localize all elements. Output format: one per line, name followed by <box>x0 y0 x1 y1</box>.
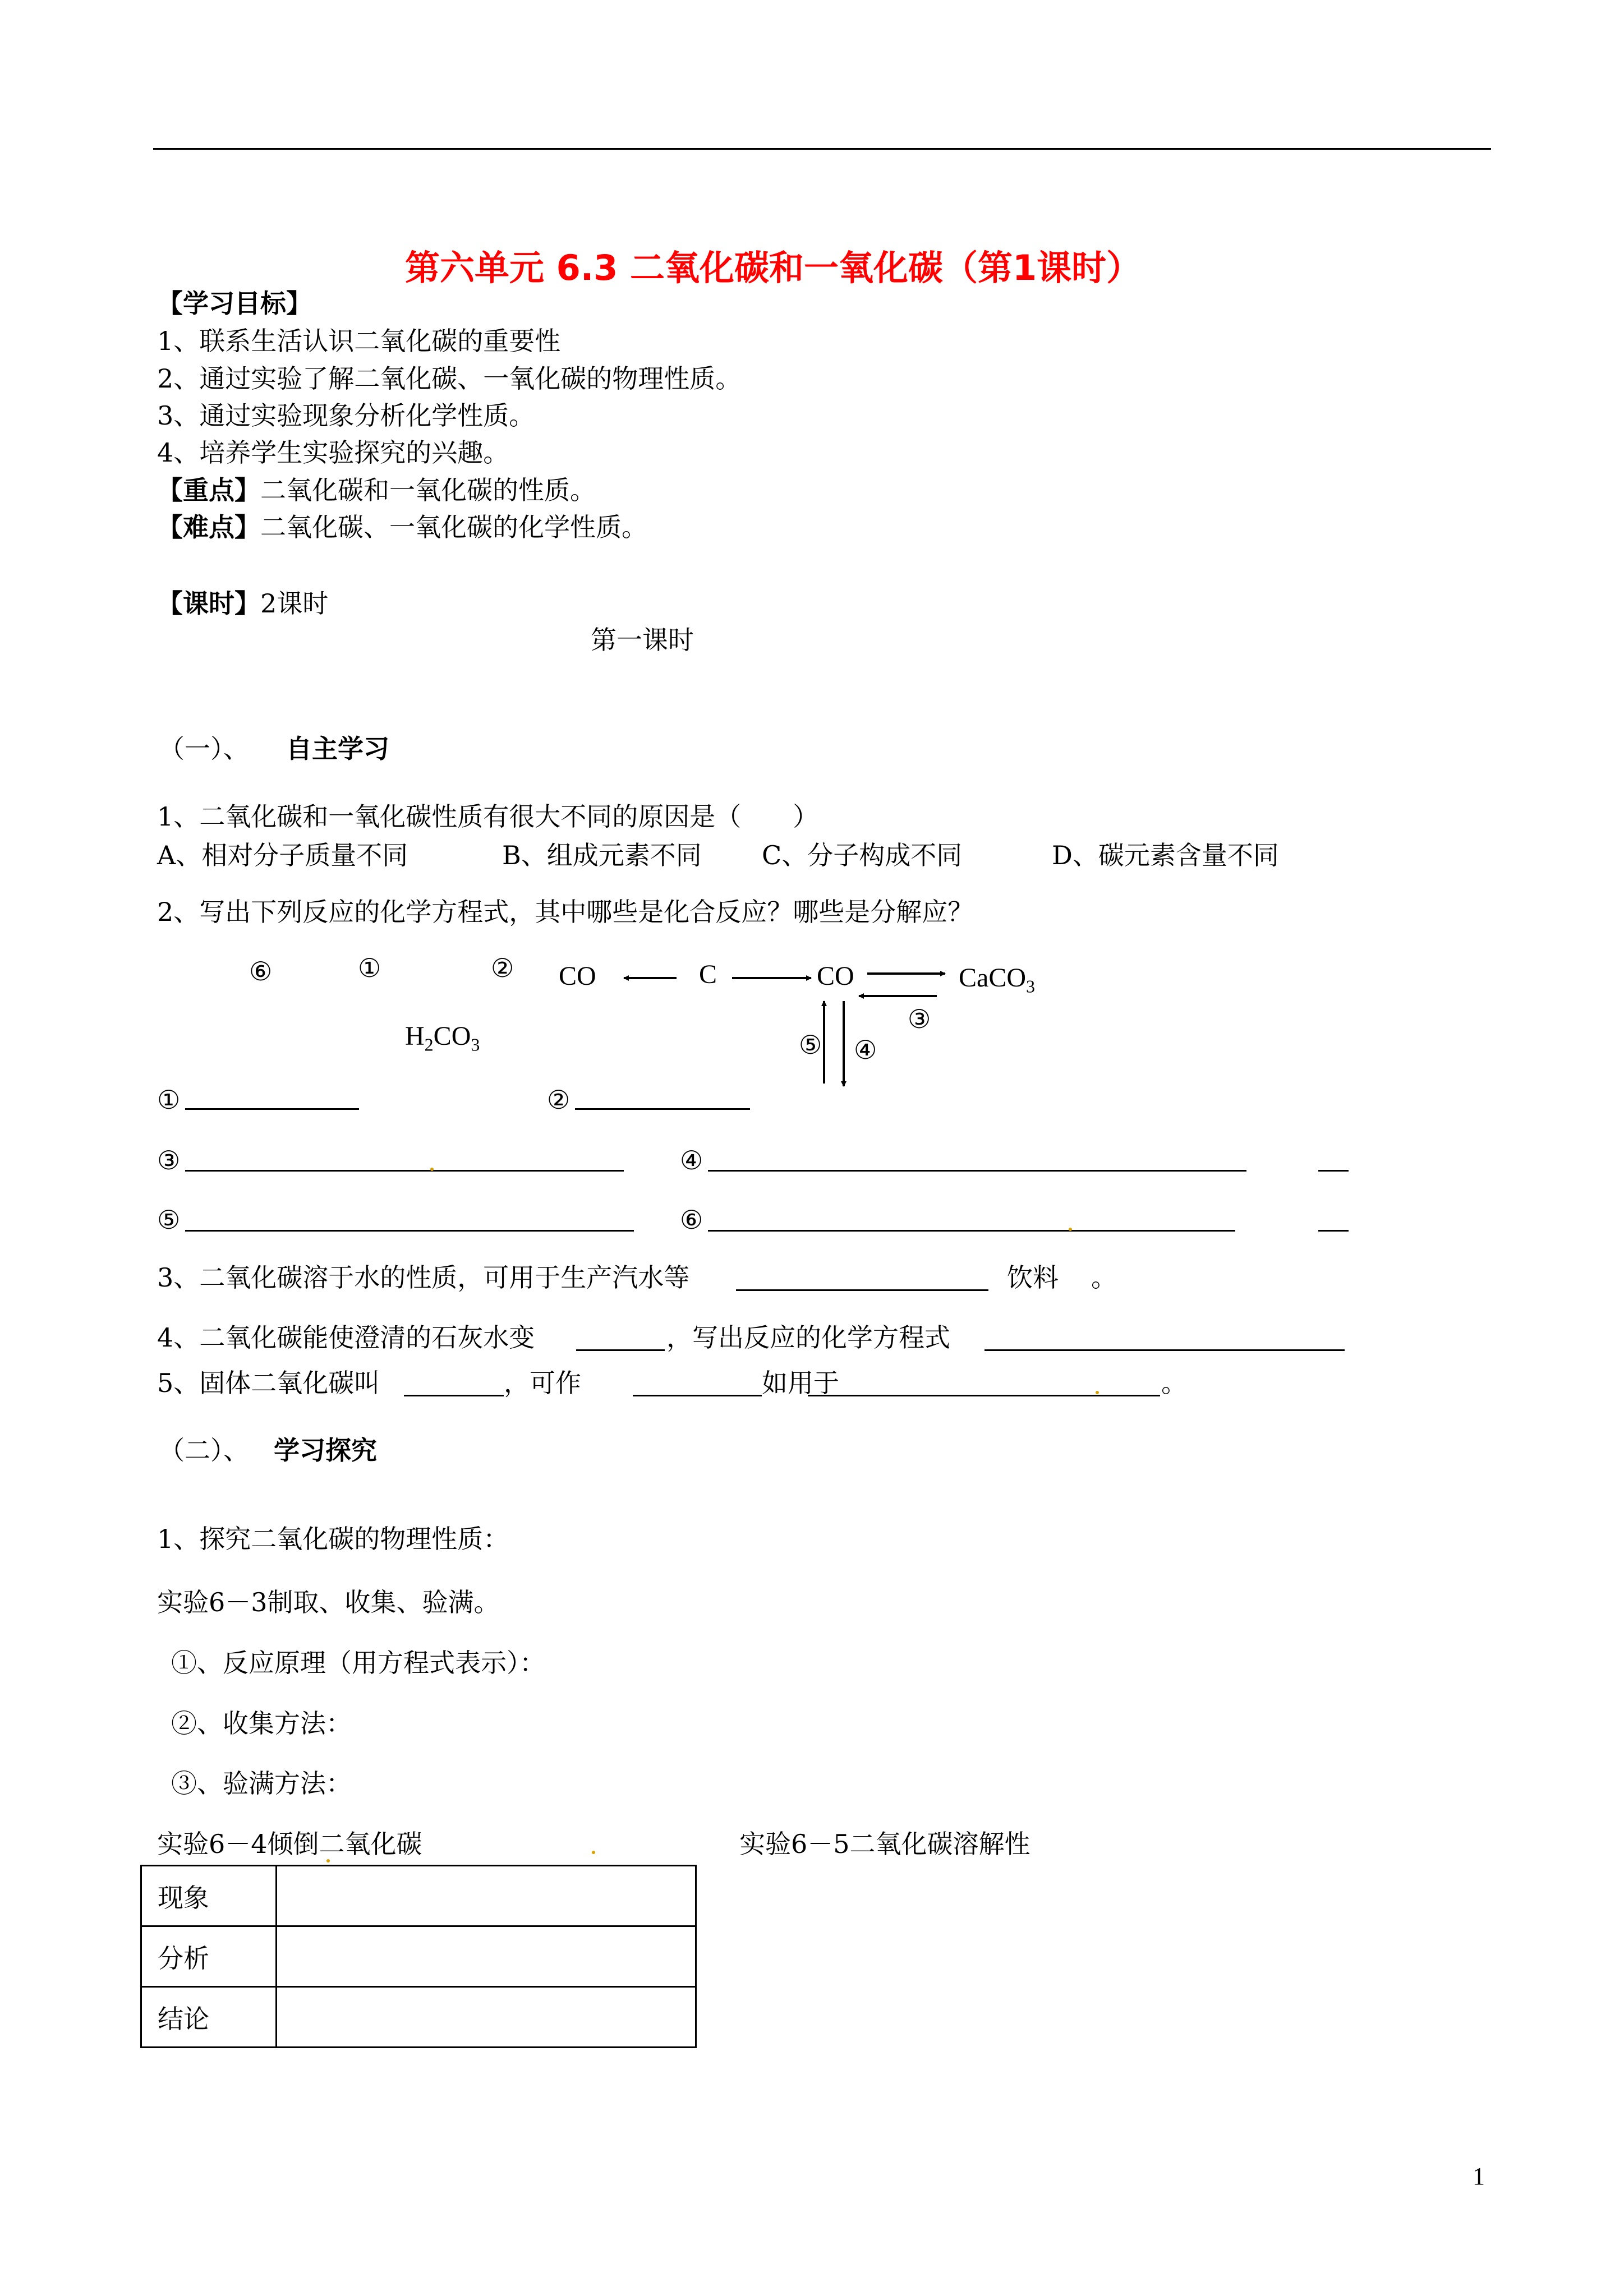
answer-label-5: ⑤ <box>157 1205 181 1235</box>
answer-label-2: ② <box>547 1085 571 1115</box>
q5-blank-3[interactable] <box>808 1395 1160 1396</box>
q1-option-d: D、碳元素含量不同 <box>1052 840 1279 870</box>
hours-text: 2课时 <box>260 588 329 619</box>
section2-heading: 学习探究 <box>274 1435 377 1465</box>
difficulty-text: 二氧化碳、一氧化碳的化学性质。 <box>260 512 647 542</box>
answer-blank-3[interactable] <box>185 1170 624 1172</box>
speck <box>592 1851 595 1854</box>
table-row <box>141 1926 696 1987</box>
question-2: 2、写出下列反应的化学方程式，其中哪些是化合反应？哪些是分解应？ <box>157 897 974 927</box>
answer-label-3: ③ <box>157 1145 181 1175</box>
q1-option-b: B、组成元素不同 <box>502 840 702 870</box>
q1-option-c: C、分子构成不同 <box>762 840 963 870</box>
label-4: ④ <box>854 1035 877 1065</box>
objective-item: 2、通过实验了解二氧化碳、一氧化碳的物理性质。 <box>157 363 742 394</box>
label-2: ② <box>491 953 514 983</box>
experiment-6-3: 实验6－3制取、收集、验满。 <box>157 1587 500 1617</box>
q4-blank-2[interactable] <box>984 1349 1345 1351</box>
q5-end: 。 <box>1161 1368 1187 1398</box>
row-header-phenomenon: 现象 <box>141 1866 277 1926</box>
answer-label-1: ① <box>157 1085 181 1115</box>
answer-label-4: ④ <box>680 1145 703 1175</box>
label-3: ③ <box>908 1004 931 1034</box>
experiment-6-5: 实验6－5二氧化碳溶解性 <box>739 1829 1030 1859</box>
q3-blank[interactable] <box>736 1289 988 1291</box>
answer-blank-2[interactable] <box>575 1108 750 1110</box>
section1-heading: 自主学习 <box>286 734 389 764</box>
objective-item: 3、通过实验现象分析化学性质。 <box>157 400 535 431</box>
table-row <box>141 1987 696 2048</box>
row-header-analysis: 分析 <box>141 1926 277 1987</box>
q3-end: 。 <box>1091 1262 1117 1293</box>
objectives-heading: 【学习目标】 <box>157 288 312 319</box>
answer-blank-4[interactable] <box>708 1170 1246 1172</box>
question-5: 5、固体二氧化碳叫 <box>157 1368 380 1398</box>
answer-blank-4-tail[interactable] <box>1318 1170 1349 1172</box>
observation-table <box>140 1865 697 2048</box>
q4-mid: ，写出反应的化学方程式 <box>666 1322 950 1353</box>
answer-blank-5[interactable] <box>185 1230 634 1232</box>
q4-blank-1[interactable] <box>576 1349 665 1351</box>
objective-item: 1、联系生活认识二氧化碳的重要性 <box>157 326 561 356</box>
caco3-sub: 3 <box>1026 976 1035 997</box>
answer-blank-6-tail[interactable] <box>1318 1230 1349 1232</box>
q5-blank-1[interactable] <box>404 1395 504 1396</box>
row-header-conclusion: 结论 <box>141 1987 277 2048</box>
question-4: 4、二氧化碳能使澄清的石灰水变 <box>157 1322 535 1353</box>
explore-item: 1、探究二氧化碳的物理性质： <box>157 1524 509 1554</box>
speck <box>430 1168 434 1171</box>
speck <box>1069 1228 1072 1231</box>
page-number: 1 <box>1473 2163 1485 2190</box>
speck <box>326 1859 330 1862</box>
h2co3-sub1: 2 <box>424 1034 434 1055</box>
answer-blank-6[interactable] <box>708 1230 1235 1232</box>
question-3: 3、二氧化碳溶于水的性质，可用于生产汽水等 <box>157 1262 690 1293</box>
section1-number: （一）、 <box>159 734 249 764</box>
q5-mid-2: 如用于 <box>762 1368 839 1398</box>
carbon: C <box>699 960 717 989</box>
answer-blank-1[interactable] <box>185 1108 359 1110</box>
h2co3-sub2: 3 <box>471 1034 480 1055</box>
collection-method: ②、收集方法： <box>171 1708 352 1739</box>
key-text: 二氧化碳和一氧化碳的性质。 <box>260 475 596 505</box>
speck <box>1096 1391 1099 1394</box>
lesson-label: 第一课时 <box>591 625 694 655</box>
q5-blank-2[interactable] <box>633 1395 762 1396</box>
question-1: 1、二氧化碳和一氧化碳性质有很大不同的原因是（ ） <box>157 801 819 832</box>
table-cell-conclusion[interactable] <box>277 1987 696 2048</box>
q3-suffix: 饮料 <box>1007 1262 1059 1293</box>
caco3-main: CaCO <box>959 963 1026 993</box>
co-left: CO <box>559 961 596 991</box>
page-title: 第六单元 6.3 二氧化碳和一氧化碳（第1课时） <box>405 247 1142 288</box>
h2co3-co: CO <box>433 1021 471 1051</box>
answer-label-6: ⑥ <box>680 1205 703 1235</box>
table-row <box>141 1866 696 1926</box>
label-1: ① <box>358 953 381 983</box>
key-label: 【重点】 <box>157 475 260 505</box>
table-cell-phenomenon[interactable] <box>277 1866 696 1926</box>
section2-number: （二）、 <box>159 1435 249 1465</box>
objective-item: 4、培养学生实验探究的兴趣。 <box>157 437 509 468</box>
hours-label: 【课时】 <box>157 588 260 619</box>
co-center: CO <box>817 961 854 991</box>
full-check-method: ③、验满方法： <box>171 1768 352 1799</box>
q1-option-a: A、相对分子质量不同 <box>157 840 408 870</box>
experiment-6-4: 实验6－4倾倒二氧化碳 <box>157 1829 422 1859</box>
label-5: ⑤ <box>799 1030 822 1060</box>
difficulty-label: 【难点】 <box>157 512 260 542</box>
reaction-principle: ①、反应原理（用方程式表示）： <box>171 1648 545 1678</box>
q5-mid-1: ，可作 <box>504 1368 581 1398</box>
label-6: ⑥ <box>249 956 273 986</box>
h2co3-h: H <box>405 1021 425 1051</box>
table-cell-analysis[interactable] <box>277 1926 696 1987</box>
